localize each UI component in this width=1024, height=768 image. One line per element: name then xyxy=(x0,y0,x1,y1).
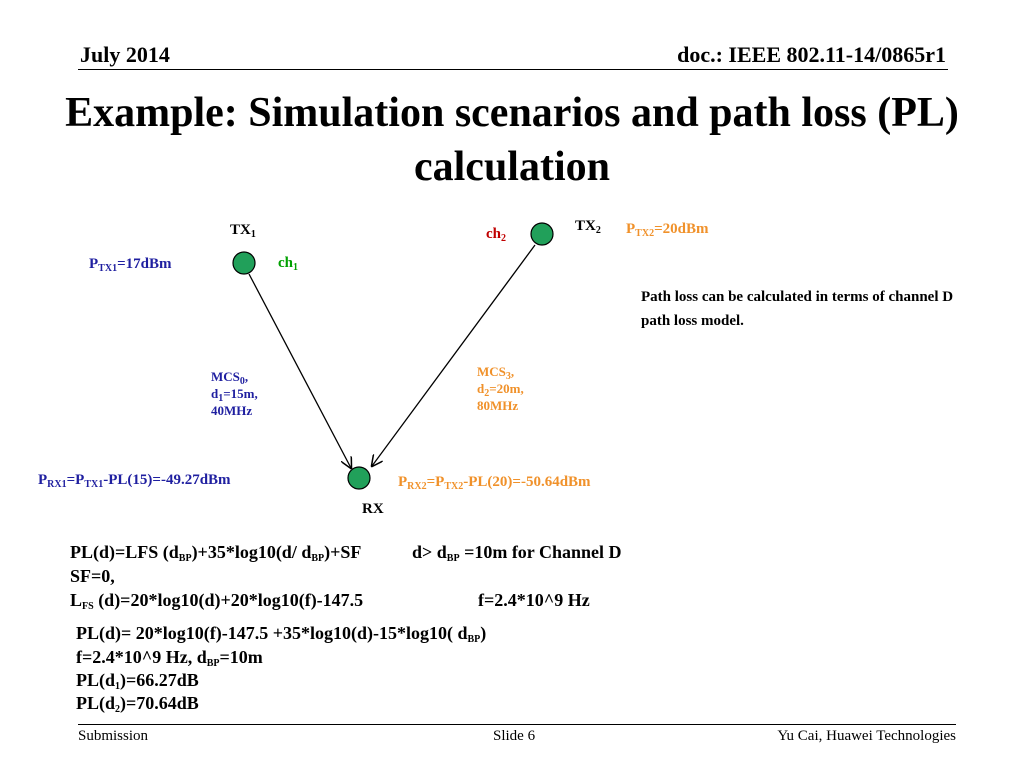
ptx2-label: $P_{TX2}=20dBm$ xyxy=(626,221,709,239)
header-doc-id: doc.: IEEE 802.11-14/0865r1 xyxy=(677,42,946,67)
header-date: July 2014 xyxy=(80,42,170,67)
tx2-node xyxy=(531,223,553,245)
formula-breakpoint-condition: $d> d_{BP} =10m$ for Channel D xyxy=(412,542,622,564)
footer-rule xyxy=(78,724,956,725)
formula-pl-lfs: PL(d)=LFS $(d_{BP})+35*\log 10(d/$ $d_{BP})+SF$ xyxy=(70,542,362,564)
formula-lfs: $L_{FS}$ (d)=20*log10(d)+20*log10(f)-147.5 xyxy=(70,590,364,612)
path-loss-note: Path loss can be calculated in terms of channel D path loss model. xyxy=(641,289,954,329)
link1-mcs: $MCS_0$, xyxy=(211,369,249,387)
prx2-label: $P_{RX2}=P_{TX2}-PL(20)=-50.64dBm$ xyxy=(398,474,591,492)
tx1-node xyxy=(233,252,255,274)
tx1-label: $TX_1$ xyxy=(230,222,256,240)
footer-slide-number: Slide 6 xyxy=(493,728,536,744)
link-tx1-rx-arrow xyxy=(249,274,351,468)
link2-bandwidth: 80MHz xyxy=(477,398,519,413)
rx-label: RX xyxy=(362,501,384,517)
formula-pl-d2: $PL(d_2)=70.64dB$ xyxy=(76,693,199,715)
formula-pl-combined: PL(d)= 20*log10(f)-147.5 +35*log10(d)-15*log10( $d_{BP}$) xyxy=(76,623,487,645)
ch2-label: $ch_2$ xyxy=(486,226,506,244)
link1-distance: $d_1=15m$, xyxy=(211,386,258,404)
link1-bandwidth: 40MHz xyxy=(211,403,253,418)
tx2-label: $TX_2$ xyxy=(575,218,601,236)
prx1-label: $P_{RX1}=P_{TX1}-PL(15)=-49.27dBm$ xyxy=(38,472,231,490)
ch1-label: $ch_1$ xyxy=(278,255,298,273)
formula-pl-d1: $PL(d_1)=66.27dB$ xyxy=(76,670,199,692)
rx-node xyxy=(348,467,370,489)
slide-title: Example: Simulation scenarios and path loss (PL) calculation xyxy=(65,90,959,190)
ptx1-label: $P_{TX1}=17dBm$ xyxy=(89,256,172,274)
link1-params xyxy=(211,368,258,419)
footer-author: Yu Cai, Huawei Technologies xyxy=(777,728,956,744)
footer-submission: Submission xyxy=(78,728,149,744)
link2-params xyxy=(477,363,524,414)
link-tx2-rx-arrow xyxy=(372,245,535,466)
link2-mcs: $MCS_3$, xyxy=(477,364,515,382)
link2-distance: $d_2=20m$, xyxy=(477,381,524,399)
formula-frequency: f=2.4*10^9 Hz xyxy=(478,590,590,610)
formula-sf: SF=0, xyxy=(70,566,115,586)
formula-params: f=2.4*10^9 Hz, $d_{BP}=10m$ xyxy=(76,647,263,669)
